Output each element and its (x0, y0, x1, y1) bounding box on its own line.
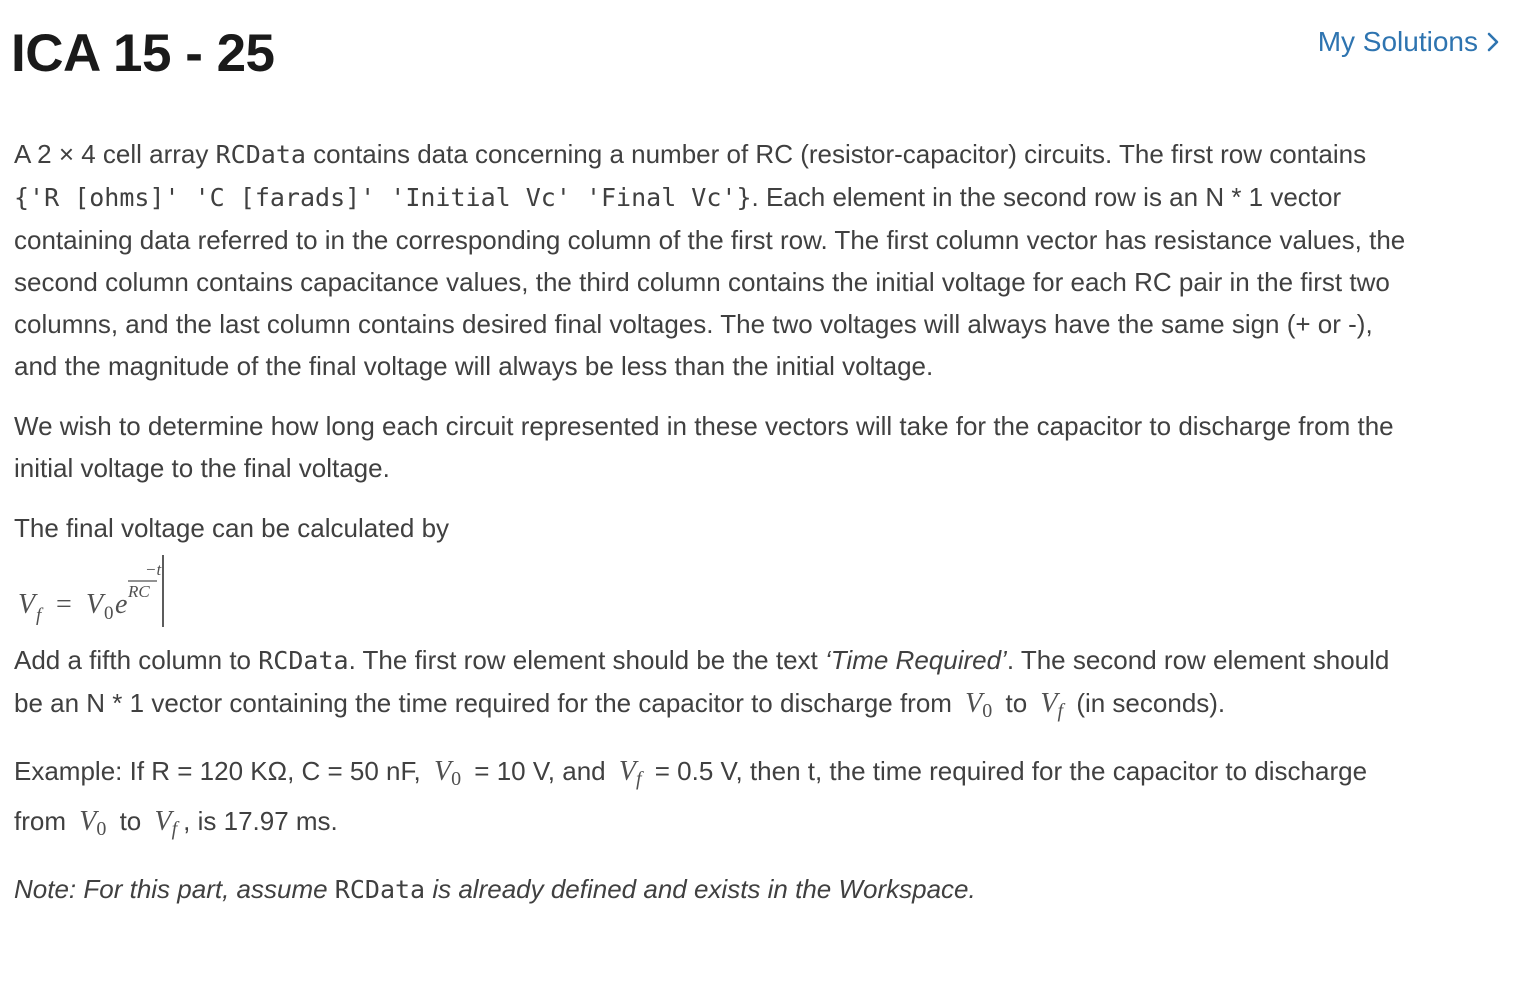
math-var: V (618, 756, 636, 787)
math-var: V (1040, 688, 1058, 719)
math-var: V (154, 806, 172, 837)
code-rcdata: RCData (258, 646, 349, 675)
math-var: V (79, 806, 97, 837)
eq-exp-num: −t (145, 560, 162, 579)
math-vf (148, 806, 183, 840)
discharge-equation (14, 551, 1414, 639)
paragraph-example (14, 750, 1414, 850)
chevron-right-icon (1486, 31, 1500, 53)
text: . The first row element should be the text (348, 645, 825, 675)
math-sub: 0 (96, 818, 107, 840)
eq-lhs-sub: f (36, 605, 42, 626)
text: = 10 V, and (467, 756, 613, 786)
text: . The second row element should be an N * 1 vector containing the time required for the capacitor to discharge from (14, 645, 1390, 718)
math-v0 (73, 806, 112, 840)
code-header-row: {'R [ohms]' 'C [farads]' 'Initial Vc' 'Final Vc'} (14, 183, 752, 212)
text: = 0.5 V, then t, the time required for the capacitor to discharge from (14, 756, 1368, 836)
text: , is 17.97 ms. (183, 806, 338, 836)
page-title: ICA 15 - 25 (11, 24, 275, 83)
text: Example: If R = 120 KΩ, C = 50 nF, (14, 756, 428, 786)
text: contains data concerning a number of RC (resistor-capacitor) circuits. The first row contains (305, 139, 1367, 169)
paragraph-goal: We wish to determine how long each circuit represented in these vectors will take for the capacitor to discharge from the initial voltage to the final voltage. (14, 411, 1394, 483)
text: . Each element in the second row is an N * 1 vector containing data referred to in the corresponding column of the first row. The first column vector has resistance values, the second column contains capacitance values, the third column contains the initial voltage for each RC pair in the first two columns, and the last column contains desired final voltages. The two voltages will always have the same sign (+ or -), and the magnitude of the final voltage will always be less than the initial voltage. (14, 182, 1406, 381)
problem-description (14, 133, 1414, 911)
my-solutions-link[interactable] (1318, 22, 1500, 62)
text: A 2 × 4 cell array (14, 139, 216, 169)
text: (in seconds). (1069, 688, 1226, 718)
text: Add a fifth column to (14, 645, 259, 675)
paragraph-note (14, 868, 1414, 911)
text: Note: For this part, assume (14, 874, 335, 904)
math-v0 (959, 688, 998, 722)
math-sub: 0 (982, 700, 993, 722)
eq-lhs-var: V (18, 589, 36, 620)
time-required-text: ‘Time Required’ (825, 645, 1007, 675)
math-sub: f (171, 818, 178, 840)
text: is already defined and exists in the Workspace. (425, 874, 976, 904)
math-v0 (428, 756, 467, 790)
code-rcdata: RCData (334, 875, 426, 904)
math-sub: f (635, 768, 642, 790)
eq-rhs-sub: 0 (104, 603, 114, 624)
text: to (112, 806, 149, 836)
math-vf (613, 756, 648, 790)
math-sub: 0 (451, 768, 462, 790)
eq-exp-den: RC (128, 582, 150, 601)
math-var: V (965, 688, 983, 719)
paragraph-formula-intro: The final voltage can be calculated by (14, 513, 450, 543)
eq-rhs-var: V (86, 589, 104, 620)
math-var: V (433, 756, 452, 787)
math-sub: f (1057, 700, 1064, 722)
paragraph-cell-array (14, 133, 1414, 387)
paragraph-task (14, 639, 1414, 732)
equation-graphic (14, 551, 214, 639)
eq-base: e (115, 589, 128, 620)
my-solutions-label: My Solutions (1317, 26, 1478, 57)
eq-equals: = (56, 589, 72, 620)
code-rcdata: RCData (215, 140, 306, 169)
text: to (998, 688, 1035, 718)
math-vf (1034, 688, 1069, 722)
